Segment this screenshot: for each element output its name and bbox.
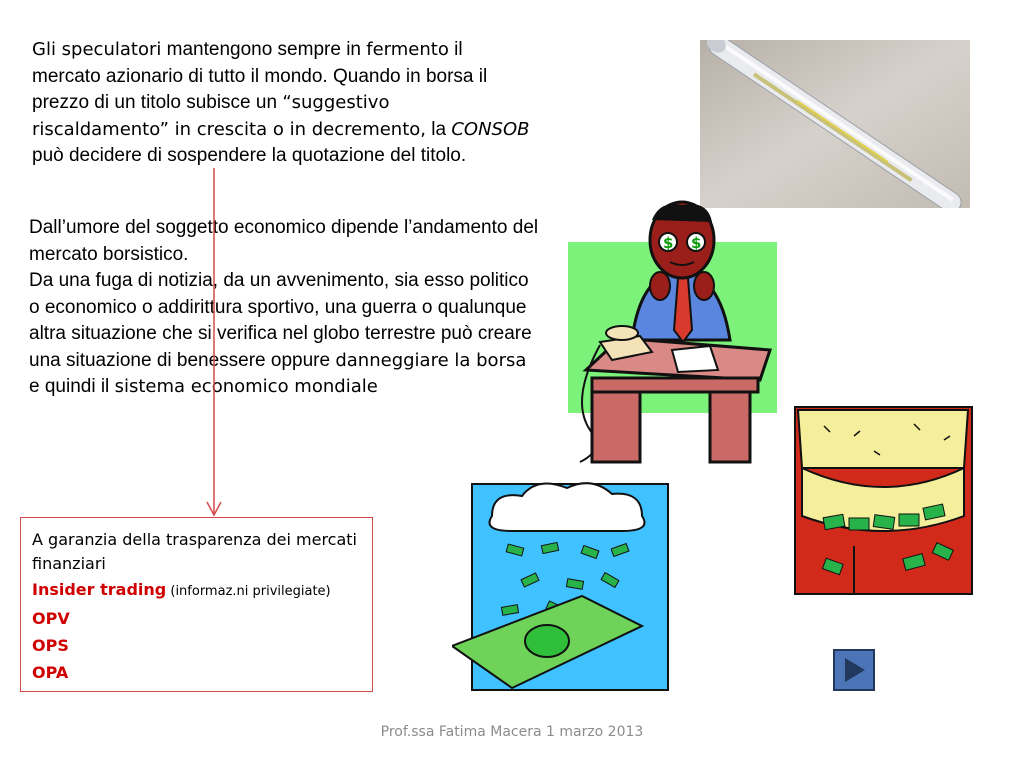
red-arrow	[204, 168, 224, 520]
svg-text:$: $	[663, 234, 674, 252]
paragraph-speculators	[32, 37, 532, 170]
text-span: il mercato azionario di tutto il mondo. Quando in borsa il prezzo di un titolo subisce un	[32, 39, 488, 113]
play-next-icon	[835, 651, 873, 689]
next-slide-button[interactable]	[833, 649, 875, 691]
text-span: mantengono sempre in	[161, 39, 367, 60]
text-suggestivo: “suggestivo riscaldamento” in crescita o in decremento,	[32, 92, 426, 140]
text-sistema: sistema economico mondiale	[114, 376, 378, 397]
footer-author-date: Prof.ssa Fatima Macera 1 marzo 2013	[380, 724, 644, 740]
text-span: Da una fuga di notizia, da un avvenimento, sia esso politico o economico o addirittura sportivo, una guerra o qualunque altra situazione che si verifica nel globo terrestre può creare una situazione di benessere oppure	[29, 270, 532, 371]
text-span: la	[426, 118, 452, 140]
text-consob: CONSOB	[451, 118, 530, 140]
text-speculatori: Gli speculatori	[32, 39, 162, 60]
transparency-box	[20, 517, 373, 692]
paragraph-market-mood	[29, 215, 539, 401]
ops-label: OPS	[32, 636, 69, 655]
text-span: può decidere di sospendere la quotazione del titolo.	[32, 145, 467, 166]
insider-trading-label: Insider trading	[32, 580, 167, 599]
opv-label: OPV	[32, 609, 70, 628]
box-insider-line	[32, 576, 362, 605]
text-danneggiare: danneggiare la borsa	[335, 349, 527, 371]
rain-money-clipart	[452, 476, 672, 694]
insider-note: (informaz.ni privilegiate)	[166, 584, 331, 599]
mattress-money-clipart	[794, 406, 974, 596]
svg-text:$: $	[691, 234, 702, 252]
box-intro: A garanzia della trasparenza dei mercati finanziari	[32, 530, 357, 573]
opa-label: OPA	[32, 663, 69, 682]
text-span: e quindi il	[29, 376, 115, 397]
thermometer-image	[700, 40, 970, 208]
text-umore: Dall’umore del soggetto economico dipende l’andamento del mercato borsistico.	[29, 217, 539, 265]
businessman-clipart	[560, 200, 780, 465]
text-fermento: fermento	[366, 39, 449, 60]
